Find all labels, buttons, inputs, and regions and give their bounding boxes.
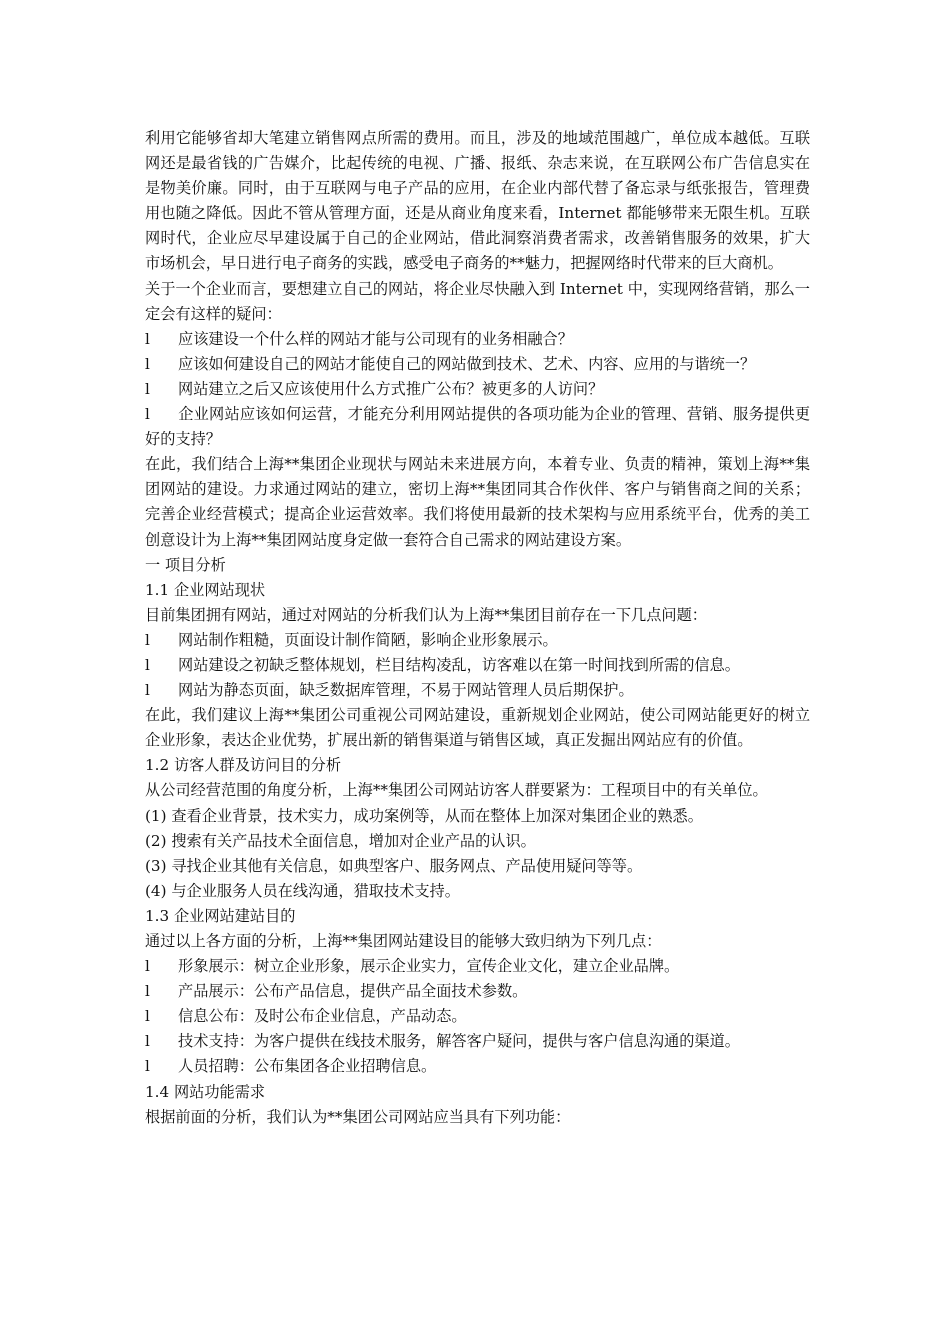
question-text: 应该建设一个什么样的网站才能与公司现有的业务相融合？ [178,329,573,348]
bullet-mark: l [145,982,150,1001]
subsection-heading: 1.2 访客人群及访问目的分析 [145,756,342,775]
goal-item [145,979,810,1004]
subsection-heading: 1.4 网站功能需求 [145,1082,266,1101]
question-intro-paragraph: 关于一个企业而言，要想建立自己的网站，将企业尽快融入到 Internet 中，实现网络营销，那么一定会有这样的疑问： [145,279,810,323]
question-item [145,402,810,452]
question-item [145,327,810,352]
document-body [145,126,810,1130]
goal-item [145,1054,810,1079]
bullet-mark: l [145,957,150,976]
problem-item [145,653,810,678]
bullet-mark: l [145,405,150,424]
bullet-mark: l [145,1032,150,1051]
bullet-mark: l [145,630,150,649]
subsection-heading: 1.3 企业网站建站目的 [145,906,296,925]
plan-paragraph: 在此，我们结合上海**集团企业现状与网站未来进展方向，本着专业、负责的精神，策划上海**集团网站的建设。力求通过网站的建立，密切上海**集团同其合作伙伴、客户与销售商之间的关系；完善企业经营模式；提高企业运营效率。我们将使用最新的技术架构与应用系统平台，优秀的美工创意设计为上海**集团网站度身定做一套符合自己需求的网站建设方案。 [145,455,810,549]
problem-item [145,678,810,703]
goals-paragraph: 通过以上各方面的分析，上海**集团网站建设目的能够大致归纳为下列几点： [145,932,662,950]
purpose-item: (2) 搜索有关产品技术全面信息，增加对企业产品的认识。 [145,831,536,850]
intro-paragraph: 利用它能够省却大笔建立销售网点所需的费用。而且，涉及的地域范围越广，单位成本越低。互联网还是最省钱的广告媒介，比起传统的电视、广播、报纸、杂志来说，在互联网公布广告信息实在是物美价廉。同时，由于互联网与电子产品的应用，在企业内部代替了备忘录与纸张报告，管理费用也随之降低。因此不管从管理方面，还是从商业角度来看，Internet 都能够带来无限生机。互联网时代，企业应尽早建设属于自己的企业网站，借此洞察消费者需求，改善销售服务的效果，扩大市场机会，早日进行电子商务的实践，感受电子商务的**魅力，把握网络时代带来的巨大商机。 [145,129,810,273]
purpose-item: (1) 查看企业背景，技术实力，成功案例等，从而在整体上加深对集团企业的熟悉。 [145,806,703,825]
purpose-item: (4) 与企业服务人员在线沟通，猎取技术支持。 [145,881,460,900]
problem-text: 网站制作粗糙，页面设计制作简陋，影响企业形象展示。 [178,630,558,649]
bullet-mark: l [145,681,150,700]
goal-item [145,1004,810,1029]
problem-text: 网站建设之初缺乏整体规划，栏目结构凌乱，访客难以在第一时间找到所需的信息。 [178,655,740,674]
visitor-paragraph: 从公司经营范围的角度分析，上海**集团公司网站访客人群要紧为：工程项目中的有关单位。 [145,781,768,800]
status-paragraph: 目前集团拥有网站，通过对网站的分析我们认为上海**集团目前存在一下几点问题： [145,605,707,624]
problem-text: 网站为静态页面，缺乏数据库管理，不易于网站管理人员后期保护。 [178,681,634,700]
question-item [145,377,810,402]
bullet-mark: l [145,1007,150,1026]
bullet-mark: l [145,1057,150,1076]
goal-item [145,1029,810,1054]
bullet-mark: l [145,354,150,373]
question-text: 应该如何建设自己的网站才能使自己的网站做到技术、艺术、内容、应用的与谐统一？ [178,354,756,373]
goal-text: 人员招聘：公布集团各企业招聘信息。 [178,1057,437,1076]
function-paragraph: 根据前面的分析，我们认为**集团公司网站应当具有下列功能： [145,1107,571,1126]
recommendation-paragraph: 在此，我们建议上海**集团公司重视公司网站建设，重新规划企业网站，使公司网站能更好的树立企业形象，表达企业优势，扩展出新的销售渠道与销售区域，真正发掘出网站应有的价值。 [145,706,810,750]
goal-text: 产品展示：公布产品信息，提供产品全面技术参数。 [178,982,528,1001]
goal-text: 形象展示：树立企业形象，展示企业实力，宣传企业文化，建立企业品牌。 [178,957,680,976]
problem-item [145,628,810,653]
question-item [145,352,810,377]
question-text: 网站建立之后又应该使用什么方式推广公布？被更多的人访问？ [178,379,604,398]
purpose-item: (3) 寻找企业其他有关信息，如典型客户、服务网点、产品使用疑问等等。 [145,856,643,875]
bullet-mark: l [145,379,150,398]
goal-item [145,954,810,979]
question-text: 企业网站应该如何运营，才能充分利用网站提供的各项功能为企业的管理、营销、服务提供更好的支持？ [145,405,810,449]
goal-text: 信息公布：及时公布企业信息，产品动态。 [178,1007,467,1026]
bullet-mark: l [145,655,150,674]
bullet-mark: l [145,329,150,348]
subsection-heading: 1.1 企业网站现状 [145,580,266,599]
section-heading: 一 项目分析 [145,555,226,574]
goal-text: 技术支持：为客户提供在线技术服务，解答客户疑问，提供与客户信息沟通的渠道。 [178,1032,740,1051]
